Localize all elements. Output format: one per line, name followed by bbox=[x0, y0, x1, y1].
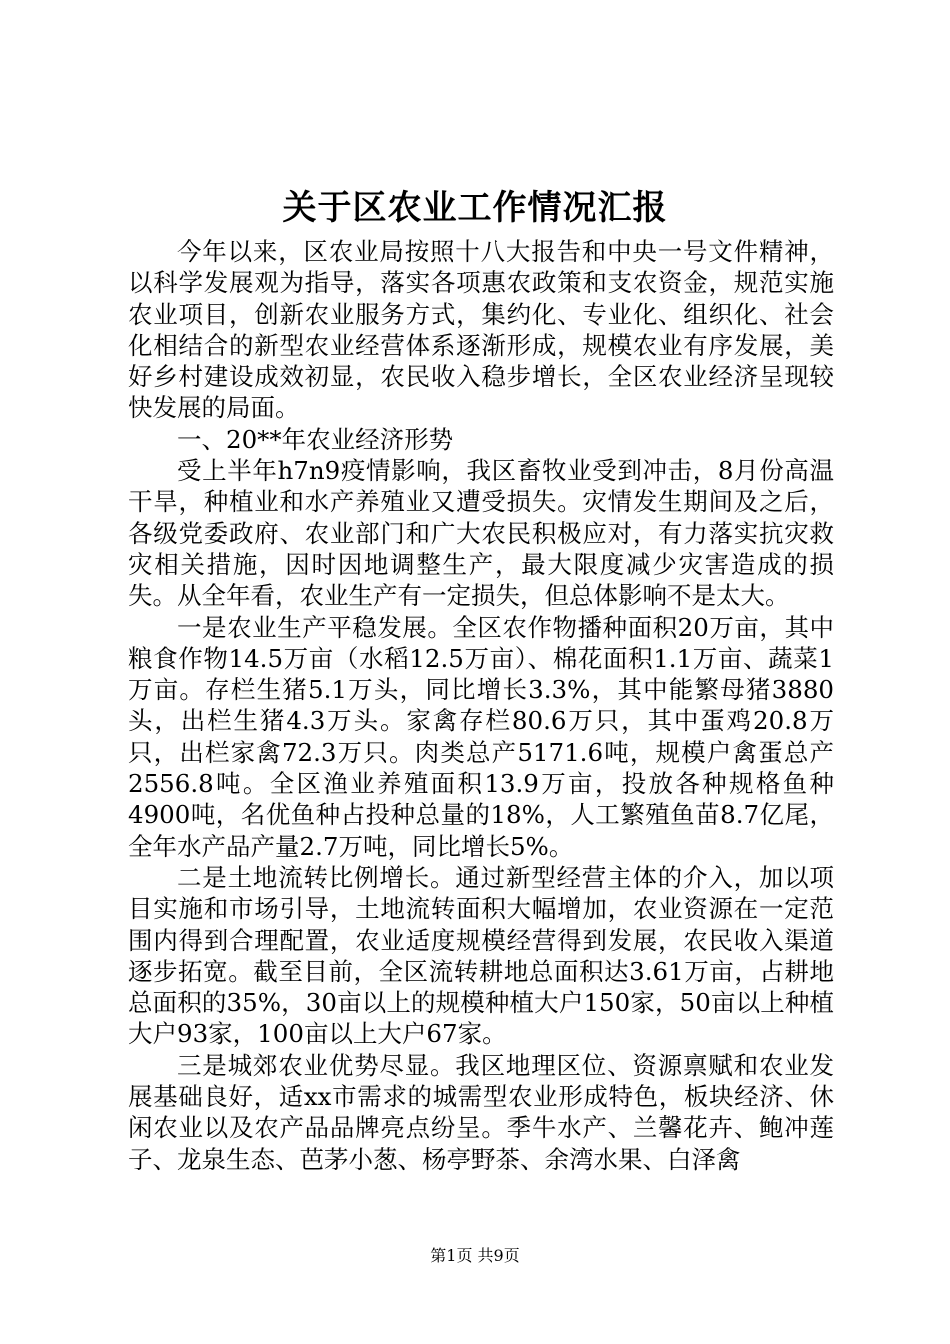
section-heading: 一、20**年农业经济形势 bbox=[177, 424, 454, 454]
paragraph-intro: 今年以来，区农业局按照十八大报告和中央一号文件精神，以科学发展观为指导，落实各项惠农政策和支农资金，规范实施农业项目，创新农业服务方式，集约化、专业化、组织化、社会化相结合的新型农业经营体系逐渐形成，规模农业有序发展，美好乡村建设成效初显，农民收入稳步增长，全区农业经济呈现较快发展的局面。 bbox=[128, 237, 834, 423]
paragraph-suburban-agriculture: 三是城郊农业优势尽显。我区地理区位、资源禀赋和农业发展基础良好，适xx市需求的城需型农业形成特色，板块经济、休闲农业以及农产品品牌亮点纷呈。季牛水产、兰馨花卉、鲍冲莲子、龙泉生态、芭茅小葱、杨亭野茶、余湾水果、白泽禽 bbox=[128, 1050, 834, 1174]
document-title: 关于区农业工作情况汇报 bbox=[282, 188, 668, 228]
page-footer: 第1页 共9页 bbox=[430, 1246, 520, 1265]
document-body bbox=[128, 236, 834, 1175]
paragraph-production: 一是农业生产平稳发展。全区农作物播种面积20万亩，其中粮食作物14.5万亩（水稻12.5万亩）、棉花面积1.1万亩、蔬菜1万亩。存栏生猪5.1万头，同比增长3.3%，其中能繁母猪3880头，出栏生猪4.3万头。家禽存栏80.6万只，其中蛋鸡20.8万只，出栏家禽72.3万只。肉类总产5171.6吨，规模户禽蛋总产2556.8吨。全区渔业养殖面积13.9万亩，投放各种规格鱼种4900吨，名优鱼种占投种总量的18%，人工繁殖鱼苗8.7亿尾，全年水产品产量2.7万吨，同比增长5%。 bbox=[128, 612, 834, 861]
paragraph-land-transfer: 二是土地流转比例增长。通过新型经营主体的介入，加以项目实施和市场引导，土地流转面积大幅增加，农业资源在一定范围内得到合理配置，农业适度规模经营得到发展，农民收入渠道逐步拓宽。截至目前，全区流转耕地总面积达3.61万亩，占耕地总面积的35%，30亩以上的规模种植大户150家，50亩以上种植大户93家，100亩以上大户67家。 bbox=[128, 862, 834, 1049]
paragraph-situation: 受上半年h7n9疫情影响，我区畜牧业受到冲击，8月份高温干旱，种植业和水产养殖业又遭受损失。灾情发生期间及之后，各级党委政府、农业部门和广大农民积极应对，有力落实抗灾救灾相关措施，因时因地调整生产，最大限度减少灾害造成的损失。从全年看，农业生产有一定损失，但总体影响不是太大。 bbox=[128, 456, 834, 611]
